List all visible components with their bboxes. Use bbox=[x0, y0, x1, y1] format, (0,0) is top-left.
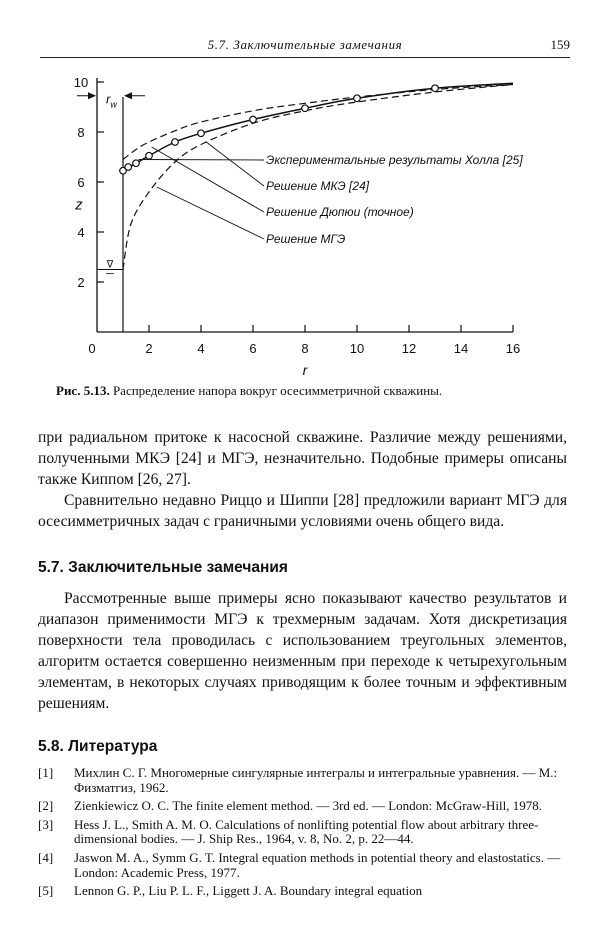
reference-number: [4] bbox=[38, 849, 54, 865]
x-tick-label: 8 bbox=[301, 341, 309, 356]
hall-experimental-point bbox=[146, 152, 153, 159]
legend-leader-line bbox=[206, 142, 264, 186]
x-tick-label: 16 bbox=[505, 341, 521, 356]
head-distribution-chart bbox=[70, 66, 530, 378]
hall-experimental-point bbox=[250, 116, 257, 123]
x-tick-label: 6 bbox=[249, 341, 257, 356]
rw-arrow-right-head bbox=[124, 92, 132, 99]
reference-text: Jaswon M. A., Symm G. T. Integral equation methods in potential theory and elastostatics. — London: Academic Press, 1977. bbox=[74, 849, 561, 880]
reference-number: [5] bbox=[38, 883, 54, 899]
running-header-title: 5.7. Заключительные замечания bbox=[207, 37, 403, 52]
rw-arrow-left-head bbox=[88, 92, 96, 99]
reference-text: Lennon G. P., Liu P. L. F., Liggett J. A. Boundary integral equation bbox=[74, 883, 423, 899]
hall-experimental-point bbox=[432, 85, 439, 92]
hall-experimental-point bbox=[133, 160, 140, 167]
legend-leader-line bbox=[157, 187, 264, 239]
legend-leader-line bbox=[139, 160, 264, 161]
x-tick-label: 2 bbox=[145, 341, 153, 356]
hall-experimental-point bbox=[354, 95, 361, 102]
x-axis-label: r bbox=[302, 362, 308, 378]
reference-item bbox=[38, 851, 568, 880]
reference-number: [2] bbox=[38, 798, 54, 814]
reference-list bbox=[38, 766, 568, 903]
y-tick-label: 8 bbox=[77, 125, 85, 140]
figure-caption-text: Распределение напора вокруг осесимметричной скважины. bbox=[112, 383, 443, 398]
figure-caption bbox=[56, 383, 556, 399]
x-tick-label: 4 bbox=[197, 341, 205, 356]
y-tick-label: 10 bbox=[73, 75, 89, 90]
reference-item bbox=[38, 818, 568, 847]
reference-number: [1] bbox=[38, 765, 54, 780]
y-axis-label: z bbox=[75, 196, 83, 214]
reference-item bbox=[38, 884, 568, 899]
reference-number: [3] bbox=[38, 816, 54, 832]
running-header bbox=[40, 37, 570, 58]
legend-leader-line bbox=[152, 147, 264, 212]
well-radius-label bbox=[106, 92, 117, 110]
reference-text: Hess J. L., Smith A. M. O. Calculations of nonlifting potential flow about arbitrary three-dimensional bodies. — J. Ship Res., 1964, v. 8, No. 2, p. 22—44. bbox=[74, 816, 539, 847]
paragraph-rizzo-shippy: Сравнительно недавно Риццо и Шиппи [28] предложили вариант МГЭ для осесимметричных задач с граничными условиями очень общего вида. bbox=[38, 492, 567, 530]
legend-label-dupuit: Решение Дюпюи (точное) bbox=[266, 205, 414, 219]
y-tick-label: 2 bbox=[77, 275, 85, 290]
hall-experimental-point bbox=[302, 105, 309, 112]
heading-section-5-7: 5.7. Заключительные замечания bbox=[38, 559, 288, 576]
reference-item bbox=[38, 766, 568, 795]
heading-section-5-8: 5.8. Литература bbox=[38, 738, 158, 755]
reference-item bbox=[38, 799, 568, 814]
legend-label-fem: Решение МКЭ [24] bbox=[266, 179, 370, 193]
reference-text: Михлин С. Г. Многомерные сингулярные интегралы и интегральные уравнения. — М.: Физматгиз, 1962. bbox=[74, 765, 558, 795]
x-tick-label: 12 bbox=[401, 341, 417, 356]
paragraph-radial-inflow: при радиальном притоке к насосной скважине. Различие между решениями, полученными МКЭ [24] и МГЭ, незначительно. Подобные примеры описаны также Киппом [26, 27]. bbox=[38, 429, 567, 488]
hall-experimental-point bbox=[198, 130, 205, 137]
x-tick-label: 10 bbox=[349, 341, 365, 356]
page-number: 159 bbox=[550, 37, 570, 52]
figure-caption-label: Рис. 5.13. bbox=[56, 383, 110, 398]
reference-text: Zienkiewicz O. C. The finite element method. — 3rd ed. — London: McGraw-Hill, 1978. bbox=[74, 798, 543, 814]
dupuit-exact-curve bbox=[123, 85, 513, 160]
hall-experimental-point bbox=[172, 139, 179, 146]
x-tick-label: 0 bbox=[88, 341, 96, 356]
paragraph-conclusions: Рассмотренные выше примеры ясно показывают качество результатов и диапазон применимости МГЭ к трехмерным задачам. Хотя дискретизация поверхности тела проводилась с использованием треугольных элементов, алгоритм остается совершенно неизменным при переходе к четырехугольным элементам, в некоторых случаях приводящим к более точным и эффективным решениям. bbox=[38, 590, 567, 712]
legend-label-hall: Экспериментальные результаты Холла [25] bbox=[266, 153, 523, 167]
y-tick-label: 4 bbox=[77, 225, 85, 240]
x-tick-label: 14 bbox=[453, 341, 469, 356]
well-radius-label-base: r bbox=[106, 91, 111, 107]
well-radius-label-sub: w bbox=[110, 99, 117, 110]
y-tick-label: 6 bbox=[77, 175, 85, 190]
hall-experimental-point bbox=[125, 164, 132, 171]
water-level-marker: ∇ bbox=[106, 259, 114, 271]
legend-label-bem: Решение МГЭ bbox=[266, 232, 346, 246]
